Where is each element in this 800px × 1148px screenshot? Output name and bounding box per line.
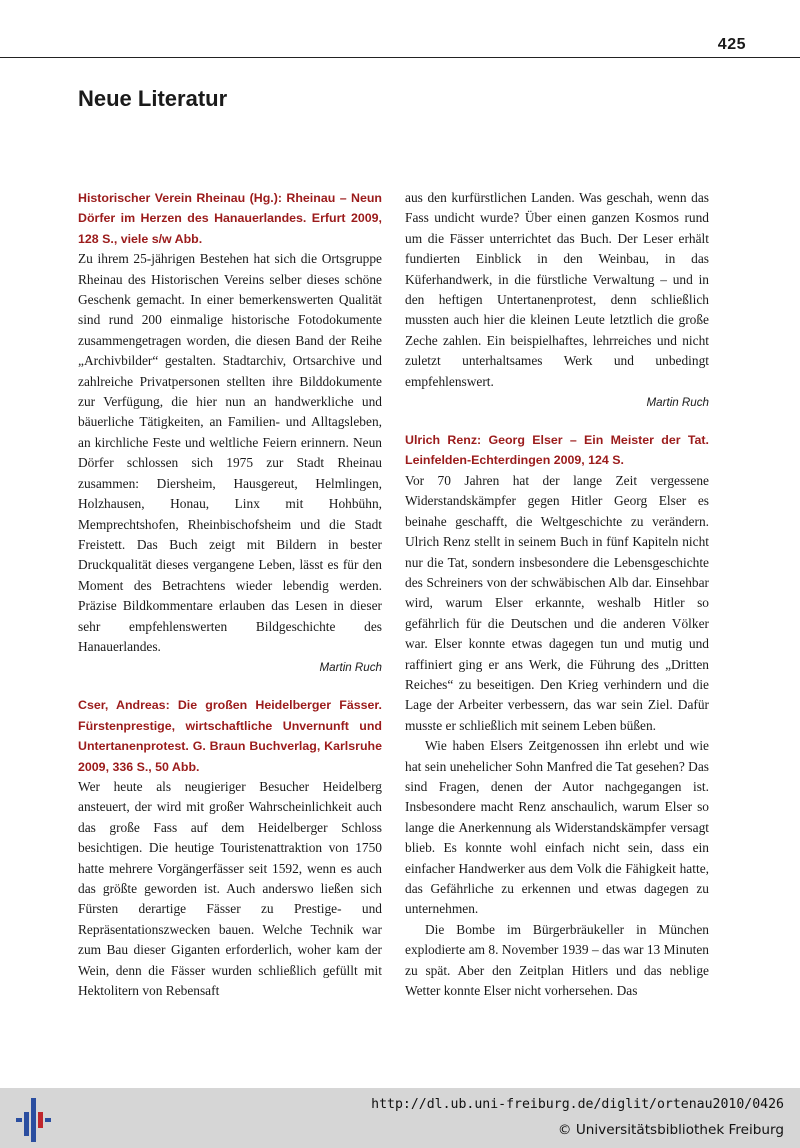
section-title: Neue Literatur	[78, 86, 228, 111]
page-number: 425	[717, 36, 746, 53]
review-body	[78, 249, 382, 657]
review-rheinau	[78, 188, 382, 677]
review-body	[405, 471, 709, 1002]
ub-freiburg-logo-icon	[14, 1092, 54, 1144]
review-paragraph: Die Bombe im Bürgerbräukeller in München explodierte am 8. November 1939 – das war 13 Minuten zu spät. Aber den Zeitplan Hitlers und das neblige Wetter konnte Elser nicht vorhersehen. Das	[405, 921, 709, 999]
review-paragraph: Wer heute als neugieriger Besucher Heidelberg ansteuert, der wird mit großer Wahrscheinlichkeit auch das große Fass auf dem Heidelberger Schloss besichtigen. Die heutige Touristenattraktion von 1750 hatte mehrere Vorgängerfässer seit 1592, wenn es auch das größte geworden ist. Auch anderswo ließen sich Fürsten derartige Fässer zu Prestige- und Repräsentationszwecken bauen. Welche Technik war zum Bau dieser Giganten erforderlich, woher kam der Wein, denn die Fässer wurden schließlich gefüllt mit Hektolitern von Rebensaft	[78, 778, 382, 999]
footer-url-link[interactable]: http://dl.ub.uni-freiburg.de/diglit/ortenau2010/0426	[371, 1097, 784, 1112]
review-heidelberger-faesser	[78, 695, 382, 1001]
left-column	[78, 188, 382, 1019]
review-paragraph: aus den kurfürstlichen Landen. Was geschah, wenn das Fass undicht wurde? Über einen ganzen Kosmos rund um die Fässer unterrichtet das Buch. Der Leser erhält fundierten Einblick in den Weinbau, in das Küferhandwerk, in die fürstliche Verwaltung – und in den heftigen Untertanenprotest, denn schließlich mussten auch hier die kleinen Leute letztlich die große Zeche zahlen. Ein beispielhaftes, lehrreiches und nicht zuletzt unterhaltsames Werk und unbedingt empfehlenswert.	[405, 190, 709, 389]
review-paragraph: Zu ihrem 25-jährigen Bestehen hat sich die Ortsgruppe Rheinau des Historischen Vereins selber dieses schöne Geschenk gemacht. In einer bemerkenswerten Qualität sind rund 200 einmalige historische Fotodokumente zusammengetragen worden, die diesen Band der Reihe „Archivbilder“ gestalten. Stadtarchiv, Ortsarchive und zahlreiche Privatpersonen stellten ihre Bilddokumente zur Verfügung, die hier nun an handwerkliche und bäuerliche Tätigkeiten, an Familien- und Alltagsleben, an kirchliche Feste und weltliche Feiern erinnern. Neun Dörfer schlossen sich 1975 zur Stadt Rheinau zusammen: Diersheim, Hausgereut, Helmlingen, Holzhausen, Honau, Linx mit Hohbühn, Memprechtshofen, Rheinbischofsheim und die Stadt Freistett. Das Buch zeigt mit Bildern in bester Druckqualität dieses vergangene Leben, lässt es für den Moment des Betrachtens wieder lebendig werden. Präzise Bildkommentare erlauben das Lesen in dieser sehr empfehlenswerten Bildgeschichte des Hanauerlandes.	[78, 251, 382, 654]
review-heidelberger-faesser-continued	[405, 188, 709, 412]
footer-copyright: © Universitätsbibliothek Freiburg	[557, 1122, 784, 1138]
review-paragraph: Wie haben Elsers Zeitgenossen ihn erlebt und wie hat sein unehelicher Sohn Manfred die Tat gesehen? Das sind Fragen, denen der Autor nachgegangen ist. Insbesondere macht Renz anschaulich, warum Elser so lange die Anerkennung als Widerstandskämpfer versagt blieb. Es konnte wohl einfach nicht sein, dass ein einfacher Handwerker aus dem Volk die Fähigkeit hatte, das Gefährliche zu erkennen und etwas dagegen zu unternehmen.	[405, 738, 709, 917]
header-rule	[0, 57, 800, 58]
review-heading: Ulrich Renz: Georg Elser – Ein Meister der Tat. Leinfelden-Echterdingen 2009, 124 S.	[405, 433, 709, 468]
review-heading: Historischer Verein Rheinau (Hg.): Rheinau – Neun Dörfer im Herzen des Hanauerlandes. Erfurt 2009, 128 S., viele s/w Abb.	[78, 191, 382, 246]
review-body	[78, 777, 382, 1001]
review-paragraph: Vor 70 Jahren hat der lange Zeit vergessene Widerstandskämpfer gegen Hitler Georg Elser es beinahe geschafft, die Weltgeschichte zu verändern. Ulrich Renz stellt in seinem Buch in fünf Kapiteln nicht nur die Tat, sondern insbesondere die Lebensgeschichte des Schreiners von der schwäbischen Alb dar. Einsehbar wird, warum Elser erkannte, weshalb Hitler so gefährlich für die Deutschen und die anderen Völker war. Elser konnte etwas dagegen tun und mutig und raffiniert ging er ans Werk, die Führung des „Dritten Reiches“ zu beseitigen. Den Krieg verhindern und die Lage der Arbeiter verbessern, das war sein Ziel. Dafür musste er schließlich mit seinem Leben büßen.	[405, 472, 709, 733]
reviewer-name: Martin Ruch	[646, 396, 709, 410]
review-georg-elser	[405, 430, 709, 1001]
reviewer-name: Martin Ruch	[319, 661, 382, 675]
right-column	[405, 188, 709, 1019]
review-body	[405, 188, 709, 392]
review-heading: Cser, Andreas: Die großen Heidelberger Fässer. Fürstenprestige, wirtschaftliche Unvernunft und Untertanenprotest. G. Braun Buchverlag, Karlsruhe 2009, 336 S., 50 Abb.	[78, 698, 382, 774]
